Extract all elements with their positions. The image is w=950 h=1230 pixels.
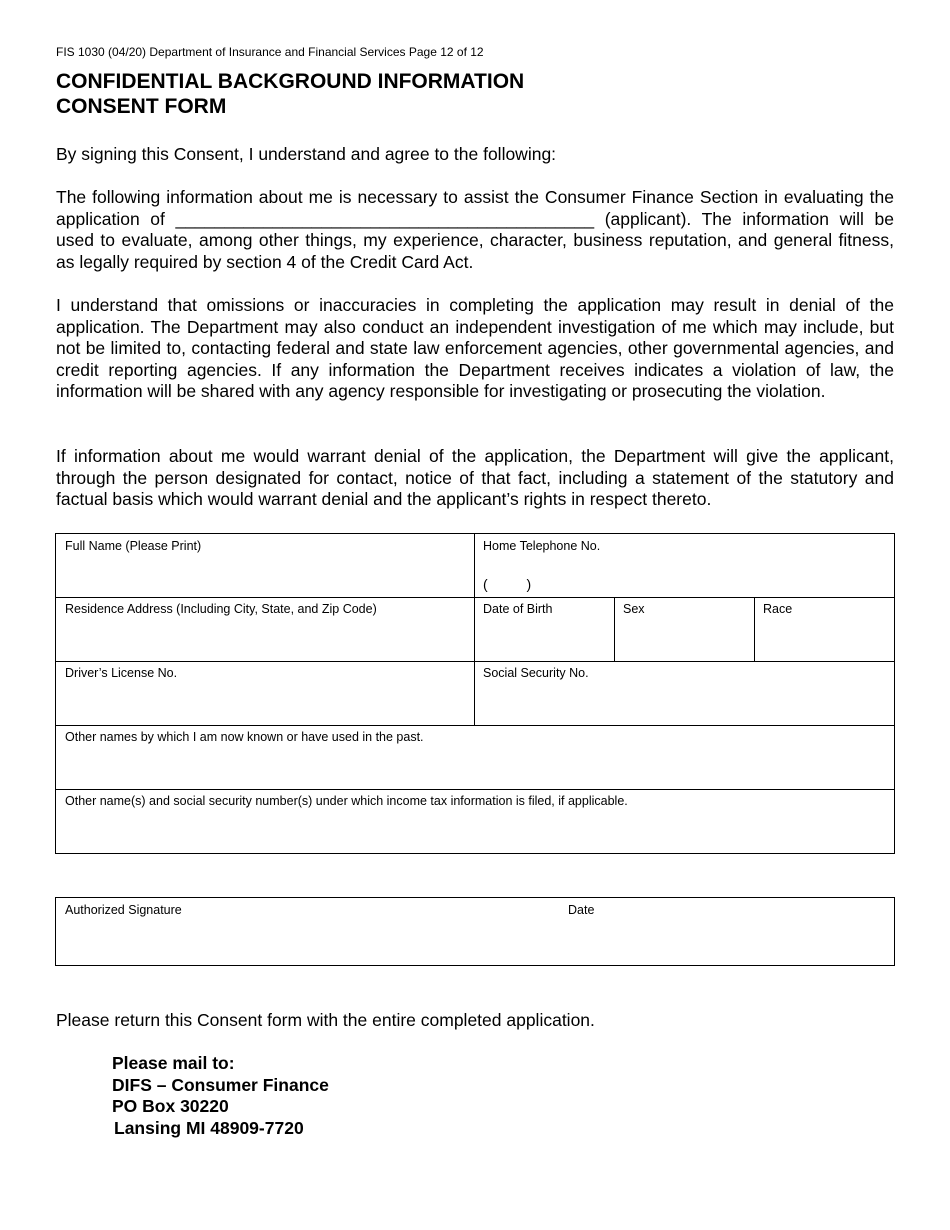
full-name-field[interactable]: [56, 534, 474, 597]
race-field[interactable]: [754, 597, 894, 661]
applicant-info-table: [55, 533, 895, 854]
return-instruction: Please return this Consent form with the entire completed application.: [56, 1010, 595, 1030]
ssn-label: Social Security No.: [483, 666, 589, 680]
full-name-label: Full Name (Please Print): [65, 539, 202, 553]
date-of-birth-field[interactable]: [474, 597, 614, 661]
mail-line-4: Lansing MI 48909-7720: [114, 1117, 304, 1138]
other-names-field[interactable]: [56, 725, 894, 789]
residence-address-label: Residence Address (Including City, State, and Zip Code): [65, 602, 377, 616]
residence-address-field[interactable]: [56, 597, 474, 661]
signature-box[interactable]: [55, 897, 895, 966]
sex-field[interactable]: [614, 597, 754, 661]
paragraph-investigation: I understand that omissions or inaccuracies in completing the application may result in denial of the application. The Department may also conduct an independent investigation of me which may include, but not be limited to, contacting federal and state law enforcement agencies, other governmental agencies, and credit reporting agencies. If any information the Department receives indicates a violation of law, the information will be shared with any agency responsible for investigating or prosecuting the violation.: [56, 295, 894, 401]
other-names-tax-field[interactable]: [56, 789, 894, 853]
authorized-signature-label: Authorized Signature: [65, 903, 182, 917]
paragraph-denial-notice: If information about me would warrant denial of the application, the Department will give the applicant, through the person designated for contact, notice of that fact, including a statement of the statutory and factual basis which would warrant denial and the applicant’s rights in respect thereto.: [56, 446, 894, 509]
other-names-label: Other names by which I am now known or have used in the past.: [65, 730, 424, 744]
home-phone-field[interactable]: [474, 534, 894, 597]
drivers-license-field[interactable]: [56, 661, 474, 725]
signature-date-label: Date: [568, 903, 595, 917]
mailing-address: [112, 1053, 329, 1139]
mail-line-1: Please mail to:: [112, 1053, 235, 1073]
date-of-birth-label: Date of Birth: [483, 602, 553, 616]
mail-line-3: PO Box 30220: [112, 1096, 229, 1116]
other-names-tax-label: Other name(s) and social security number(s) under which income tax information is filed, if applicable.: [65, 794, 628, 808]
ssn-field[interactable]: [474, 661, 894, 725]
mail-line-2: DIFS – Consumer Finance: [112, 1074, 329, 1095]
home-phone-label: Home Telephone No.: [483, 539, 601, 553]
area-code-parens: ( ): [483, 576, 532, 592]
sex-label: Sex: [623, 602, 645, 616]
race-label: Race: [763, 602, 793, 616]
title-line-2: CONSENT FORM: [56, 95, 227, 118]
paragraph-purpose: The following information about me is necessary to assist the Consumer Finance Section in evaluating the application of ___________________________________________ (applicant). The information will be used to evaluate, among other things, my experience, character, business reputation, and general fitness, as legally required by section 4 of the Credit Card Act.: [56, 187, 894, 272]
form-header: FIS 1030 (04/20) Department of Insurance and Financial Services Page 12 of 12: [56, 45, 484, 59]
page-title: [56, 69, 524, 119]
title-line-1: CONFIDENTIAL BACKGROUND INFORMATION: [56, 70, 525, 93]
drivers-license-label: Driver’s License No.: [65, 666, 178, 680]
intro-text: By signing this Consent, I understand and agree to the following:: [56, 144, 557, 164]
